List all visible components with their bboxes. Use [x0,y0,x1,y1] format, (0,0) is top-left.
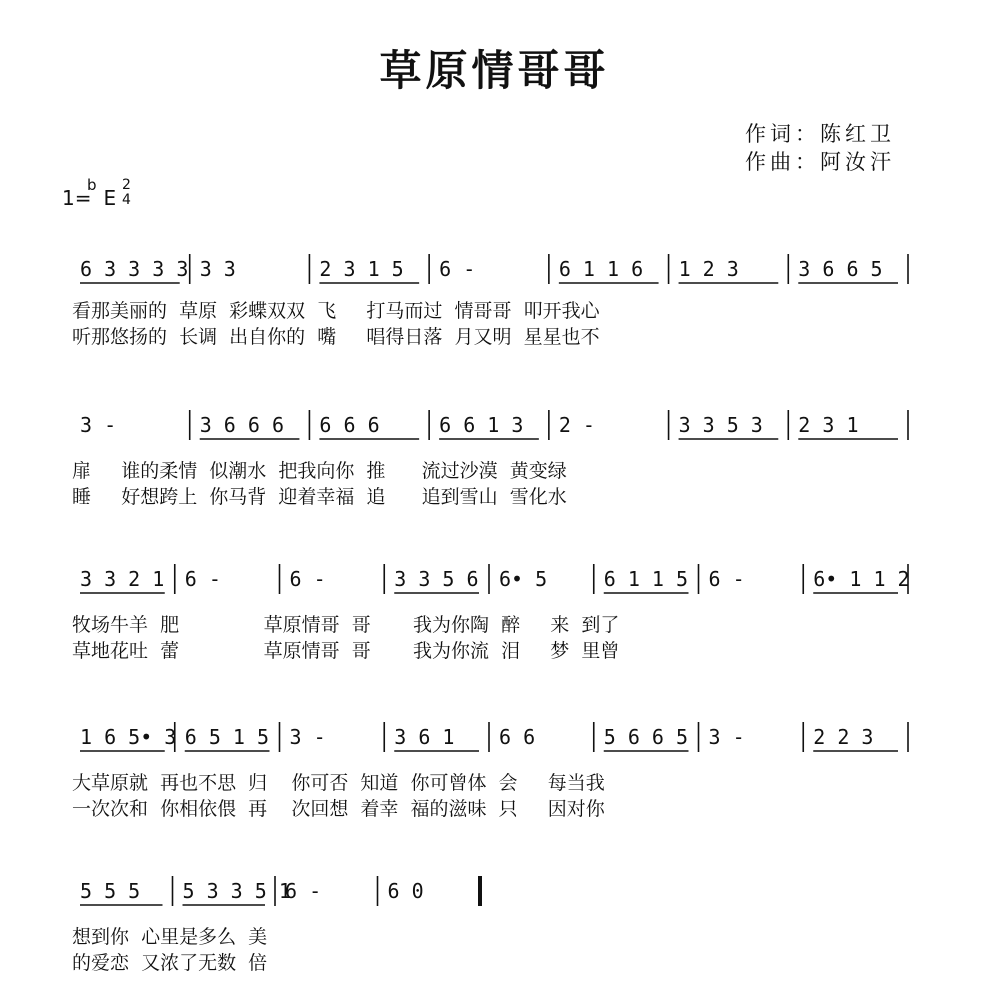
measure-notes: 2 - [558,413,595,437]
measure-notes: 6 1 1 5 [603,567,689,591]
measure-notes: 3 - [289,725,326,749]
measure-notes: 6 3 3 3 3 [80,257,189,281]
measure-notes: 6 1 1 6 [558,257,644,281]
lyrics-line: 扉 谁的柔情 似潮水 把我向你 推 流过沙漠 黄变绿 [72,460,567,482]
measure-notes: 6 - [439,257,476,281]
song-title: 草原情哥哥 [379,46,610,95]
time-top: 2 [122,177,131,193]
lyrics-line: 睡 好想跨上 你马背 迎着幸福 追 追到雪山 雪化水 [72,486,567,508]
measure-notes: 1 2 3 [678,257,739,281]
measure-notes: 6 - [289,567,326,591]
lyrics-line: 草地花吐 蕾 草原情哥 哥 我为你流 泪 梦 里曾 [72,640,620,662]
measure-notes: 5 6 6 5 [603,725,689,749]
measure-notes: 6 - [285,879,322,903]
measure-notes: 3 3 5 3 [678,413,763,437]
lyrics-line: 听那悠扬的 长调 出自你的 嘴 唱得日落 月又明 星星也不 [72,326,600,348]
measure-notes: 6 - [184,567,221,591]
measure-notes: 5 5 5 [80,879,141,903]
measure-notes: 2 3 1 [798,413,859,437]
measure-notes: 6 - [708,567,745,591]
flat-sign: b [87,176,97,194]
key-prefix: 1= [62,186,92,210]
measure-notes: 3 3 2 1 [80,567,165,591]
lyrics-line: 牧场牛羊 肥 草原情哥 哥 我为你陶 醉 来 到了 [72,614,620,636]
lyrics-line: 想到你 心里是多么 美 [72,926,268,948]
lyrics-line: 看那美丽的 草原 彩蝶双双 飞 打马而过 情哥哥 叩开我心 [72,300,600,322]
time-bottom: 4 [122,192,131,208]
measure-notes: 2 2 3 [813,725,874,749]
measure-notes: 2 3 1 5 [319,257,404,281]
measure-notes: 5 3 3 5 1 [182,879,291,903]
measure-notes: 3 6 1 [394,725,455,749]
measure-notes: 3 - [708,725,745,749]
lyrics-line: 的爱恋 又浓了无数 倍 [72,952,268,974]
measure-notes: 6 6 [499,725,536,749]
measure-notes: 6 6 1 3 [439,413,524,437]
measure-notes: 6• 1 1 2 [813,567,910,591]
measure-notes: 3 6 6 5 [798,257,883,281]
lyrics-line: 一次次和 你相依偎 再 次回想 着幸 福的滋味 只 因对你 [72,798,605,820]
measure-notes: 3 3 [199,257,236,281]
composer-credit: 作曲：阿汝汗 [745,150,895,174]
measure-notes: 3 3 5 6 [394,567,479,591]
measure-notes: 6• 5 [499,567,548,591]
measure-notes: 3 - [80,413,117,437]
measure-notes: 6 0 [387,879,424,903]
measure-notes: 1 6 5• 3 [80,725,177,749]
lyrics-line: 大草原就 再也不思 归 你可否 知道 你可曾体 会 每当我 [72,772,605,794]
measure-notes: 6 6 6 [319,413,380,437]
lyricist-credit: 作词：陈红卫 [745,122,895,146]
measure-notes: 6 5 1 5 [184,725,270,749]
key-note: E [103,186,117,210]
measure-notes: 3 6 6 6 [199,413,285,437]
